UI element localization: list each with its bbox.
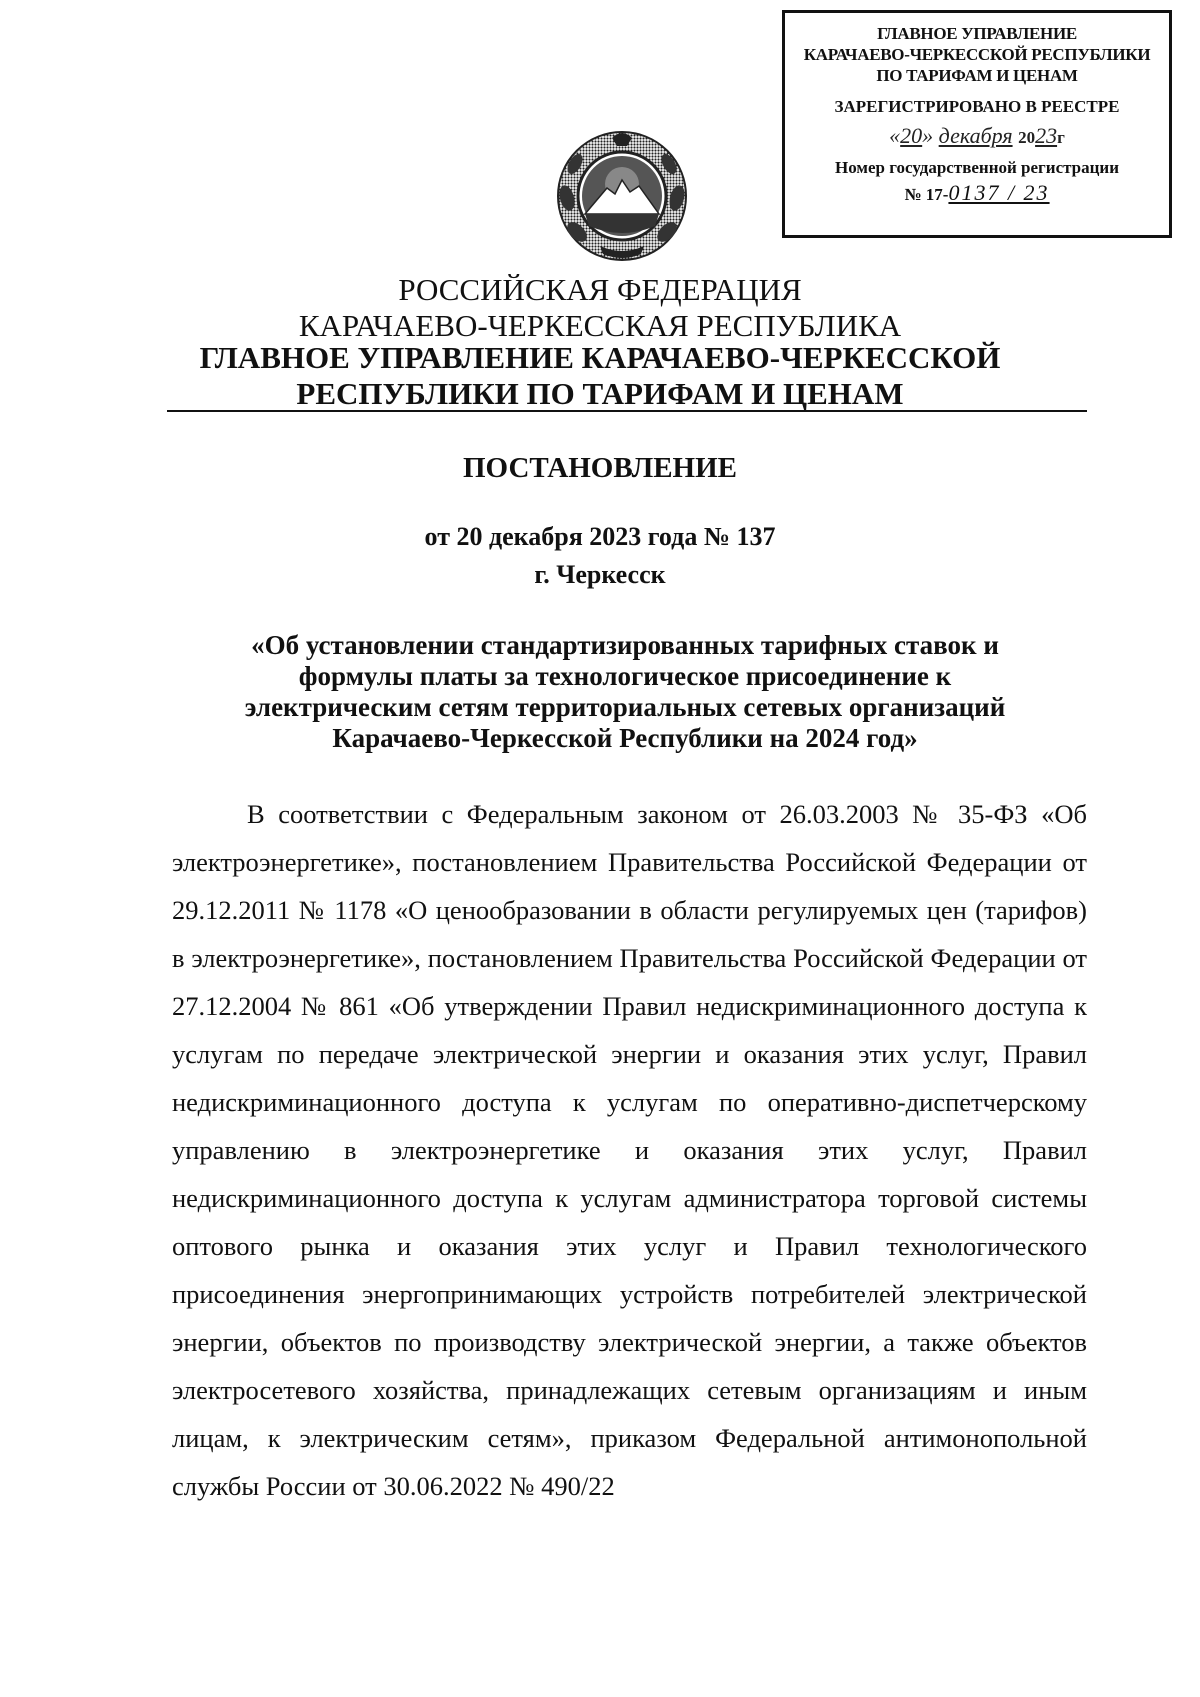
- stamp-org-line: ГЛАВНОЕ УПРАВЛЕНИЕ: [877, 24, 1077, 43]
- stamp-date-suffix: г: [1057, 128, 1065, 147]
- stamp-date-quote: «: [889, 123, 901, 148]
- document-type: ПОСТАНОВЛЕНИЕ: [462, 452, 737, 484]
- stamp-date-quote: »: [922, 123, 934, 148]
- header-divider: [167, 410, 1087, 412]
- header-agency-line2: РЕСПУБЛИКИ ПО ТАРИФАМ И ЦЕНАМ: [296, 376, 904, 411]
- document-body-paragraph: В соответствии с Федеральным законом от 26.03.2003 № 35-ФЗ «Об электроэнергетике», постановлением Правительства Российской Федерации от 29.12.2011 № 1178 «О ценообразовании в области регулируемых цен (тарифов) в электроэнергетике», постановлением Правительства Российской Федерации от 27.12.2004 № 861 «Об утверждении Правил недискриминационного доступа к услугам по передаче электрической энергии и оказания этих услуг, Правил недискриминационного доступа к услугам по оперативно-диспетчерскому управлению в электроэнергетике и оказания этих услуг, Правил недискриминационного доступа к услугам администратора торговой системы оптового рынка и оказания этих услуг и Правил технологического присоединения энергопринимающих устройств потребителей электрической энергии, объектов по производству электрической энергии, а также объектов электросетевого хозяйства, принадлежащих сетевым организациям и иным лицам, к электрическим сетям», приказом Федеральной антимонопольной службы России от 30.06.2022 № 490/22: [172, 799, 1087, 1501]
- stamp-reg-number: [785, 182, 1169, 205]
- stamp-org-line: ПО ТАРИФАМ И ЦЕНАМ: [876, 66, 1078, 85]
- stamp-date-month: декабря: [938, 123, 1013, 148]
- header-country: РОССИЙСКАЯ ФЕДЕРАЦИЯ: [398, 272, 802, 307]
- subject-line: формулы платы за технологическое присоединение к: [298, 661, 952, 691]
- stamp-registered: ЗАРЕГИСТРИРОВАНО В РЕЕСТРЕ: [834, 97, 1120, 116]
- subject-line: Карачаево-Черкесской Республики на 2024 год»: [332, 723, 918, 753]
- stamp-date-year: 23: [1035, 123, 1058, 148]
- document-subject: [170, 630, 1080, 754]
- registration-stamp: [782, 10, 1172, 238]
- stamp-org: [785, 23, 1169, 86]
- header-agency-line1: ГЛАВНОЕ УПРАВЛЕНИЕ КАРАЧАЕВО-ЧЕРКЕССКОЙ: [199, 340, 1001, 375]
- stamp-date-day: 20: [900, 123, 923, 148]
- header-republic: КАРАЧАЕВО-ЧЕРКЕССКАЯ РЕСПУБЛИКА: [298, 308, 902, 343]
- stamp-number-value: 0137 / 23: [948, 180, 1050, 205]
- coat-of-arms-icon: [555, 128, 690, 263]
- stamp-number-prefix: № 17-: [904, 185, 949, 204]
- stamp-org-line: КАРАЧАЕВО-ЧЕРКЕССКОЙ РЕСПУБЛИКИ: [803, 45, 1151, 64]
- document-city: г. Черкесск: [534, 560, 666, 589]
- stamp-handwritten-date: [785, 123, 1169, 151]
- subject-line: «Об установлении стандартизированных тарифных ставок и: [251, 630, 999, 660]
- stamp-state-reg-label: Номер государственной регистрации: [834, 158, 1120, 177]
- document-date-number: от 20 декабря 2023 года № 137: [424, 522, 776, 551]
- stamp-date-year-prefix: 20: [1018, 128, 1036, 147]
- subject-line: электрическим сетям территориальных сетевых организаций: [244, 692, 1006, 722]
